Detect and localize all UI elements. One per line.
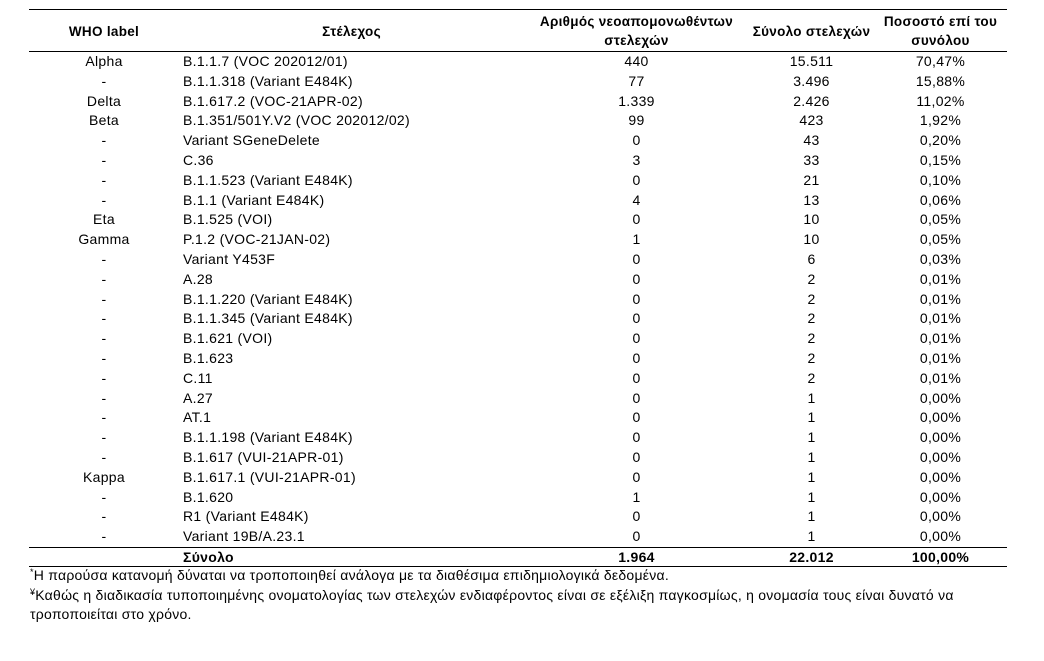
new-isolates-cell: 0 — [632, 330, 641, 347]
new-isolates-cell: 0 — [632, 369, 641, 386]
who-label-cell: - — [101, 508, 107, 525]
total-strains-cell: 1 — [807, 429, 816, 446]
who-label-cell: - — [101, 389, 107, 406]
header-row — [29, 10, 1007, 52]
table-row — [29, 290, 1007, 310]
who-label-cell: - — [101, 310, 107, 327]
total-strains-cell: 6 — [807, 250, 816, 267]
table-row — [29, 210, 1007, 230]
table-body — [29, 52, 1007, 567]
table-row — [29, 171, 1007, 191]
new-isolates-cell: 0 — [632, 211, 641, 228]
strain-cell: C.36 — [183, 151, 214, 168]
total-strains-cell: 3.496 — [793, 72, 830, 89]
percent-cell: 0,10% — [919, 171, 962, 188]
who-label-cell: - — [101, 151, 107, 168]
footnote-text: Καθώς η διαδικασία τυποποιημένης ονοματολογίας των στελεχών ενδιαφέροντος είναι σε εξέλιξη παγκοσμίως, η ονομασία τους είναι δυνατό να τροποποιείται στο χρόνο. — [30, 586, 954, 622]
new-isolates-cell: 0 — [632, 448, 641, 465]
new-isolates-cell: 0 — [632, 290, 641, 307]
table-row — [29, 329, 1007, 349]
table-row — [29, 92, 1007, 112]
new-isolates-cell: 0 — [632, 429, 641, 446]
table-row — [29, 72, 1007, 92]
who-label-cell: Eta — [93, 211, 115, 228]
footnote-mark: ¥ — [30, 586, 36, 597]
percent-cell: 0,01% — [919, 290, 962, 307]
percent-cell: 0,00% — [919, 409, 962, 426]
new-isolates-cell: 0 — [632, 270, 641, 287]
percent-cell: 0,01% — [919, 330, 962, 347]
percent-cell: 0,05% — [919, 231, 962, 248]
percent-cell: 0,05% — [919, 211, 962, 228]
table-row — [29, 507, 1007, 527]
total-strains-cell: 1 — [807, 409, 816, 426]
footnote-mark: * — [30, 567, 34, 577]
strain-cell: B.1.1 (Variant E484K) — [183, 191, 325, 208]
new-isolates-cell: 0 — [632, 250, 641, 267]
total-label: Σύνολο — [179, 547, 524, 566]
total-strains-cell: 2 — [807, 330, 816, 347]
new-isolates-cell: 0 — [632, 132, 641, 149]
total-strains-cell: 2.426 — [793, 92, 830, 109]
new-isolates-cell: 0 — [632, 310, 641, 327]
who-label-cell: Kappa — [83, 468, 125, 485]
new-isolates-cell: 0 — [632, 349, 641, 366]
percent-cell: 0,01% — [919, 349, 962, 366]
total-percent: 100,00% — [874, 547, 1007, 566]
who-label-cell: - — [101, 429, 107, 446]
table-row — [29, 151, 1007, 171]
table-row — [29, 250, 1007, 270]
strain-cell: Variant SGeneDelete — [183, 132, 320, 149]
footnote — [30, 586, 990, 625]
strain-cell: C.11 — [183, 369, 213, 386]
percent-cell: 1,92% — [919, 112, 962, 129]
total-new-isolates: 1.964 — [524, 547, 749, 566]
percent-cell: 0,01% — [919, 310, 962, 327]
strain-cell: B.1.1.220 (Variant E484K) — [183, 290, 353, 307]
who-label-cell: - — [101, 191, 107, 208]
table-row — [29, 309, 1007, 329]
who-label-cell: - — [101, 448, 107, 465]
strain-cell: B.1.1.345 (Variant E484K) — [183, 310, 353, 327]
strain-cell: A.28 — [183, 270, 213, 287]
who-label-cell: - — [101, 349, 107, 366]
table-row — [29, 52, 1007, 72]
who-label-cell: - — [101, 171, 107, 188]
total-row — [29, 547, 1007, 566]
new-isolates-cell: 1 — [632, 488, 641, 505]
percent-cell: 0,00% — [919, 448, 962, 465]
who-label-cell: - — [101, 330, 107, 347]
footnote — [30, 566, 990, 586]
strain-cell: B.1.617.1 (VUI-21APR-01) — [183, 468, 356, 485]
strain-cell: B.1.525 (VOI) — [183, 211, 273, 228]
total-total-strains: 22.012 — [749, 547, 874, 566]
strain-cell: AT.1 — [183, 409, 212, 426]
total-strains-cell: 1 — [807, 448, 816, 465]
new-isolates-cell: 0 — [632, 468, 641, 485]
percent-cell: 0,15% — [919, 151, 962, 168]
percent-cell: 0,20% — [919, 132, 962, 149]
total-strains-cell: 10 — [803, 211, 820, 228]
table-row — [29, 468, 1007, 488]
header-strain: Στέλεχος — [179, 10, 524, 52]
header-total-strains: Σύνολο στελεχών — [749, 10, 874, 52]
percent-cell: 0,00% — [919, 508, 962, 525]
strain-cell: B.1.1.318 (Variant E484K) — [183, 72, 353, 89]
total-strains-cell: 1 — [807, 488, 816, 505]
table-row — [29, 448, 1007, 468]
strain-cell: B.1.1.7 (VOC 202012/01) — [183, 53, 348, 69]
who-label-cell: - — [101, 488, 107, 505]
who-label-cell: - — [101, 72, 107, 89]
new-isolates-cell: 1.339 — [618, 92, 655, 109]
table-row — [29, 111, 1007, 131]
strain-cell: B.1.617.2 (VOC-21APR-02) — [183, 92, 363, 109]
percent-cell: 0,06% — [919, 191, 962, 208]
who-label-cell: - — [101, 250, 107, 267]
new-isolates-cell: 0 — [632, 409, 641, 426]
new-isolates-cell: 0 — [632, 528, 641, 545]
percent-cell: 0,01% — [919, 369, 962, 386]
percent-cell: 0,00% — [919, 528, 962, 545]
total-strains-cell: 43 — [803, 132, 820, 149]
who-label-cell: - — [101, 369, 107, 386]
variant-strains-table — [29, 9, 1007, 567]
who-label-cell: Gamma — [78, 231, 130, 248]
who-label-cell: - — [101, 290, 107, 307]
total-strains-cell: 423 — [799, 112, 824, 129]
table-row — [29, 230, 1007, 250]
total-strains-cell: 13 — [803, 191, 820, 208]
new-isolates-cell: 0 — [632, 389, 641, 406]
who-label-cell: - — [101, 132, 107, 149]
percent-cell: 0,00% — [919, 488, 962, 505]
total-who-cell — [29, 547, 179, 566]
new-isolates-cell: 1 — [632, 231, 641, 248]
total-strains-cell: 33 — [803, 151, 820, 168]
table-row — [29, 131, 1007, 151]
table-row — [29, 488, 1007, 508]
table-row — [29, 270, 1007, 290]
total-strains-cell: 2 — [807, 290, 816, 307]
table-row — [29, 389, 1007, 409]
percent-cell: 0,01% — [919, 270, 962, 287]
strain-cell: B.1.621 (VOI) — [183, 330, 273, 347]
percent-cell: 70,47% — [915, 53, 966, 69]
percent-cell: 15,88% — [915, 72, 966, 89]
new-isolates-cell: 440 — [624, 53, 649, 69]
total-strains-cell: 1 — [807, 528, 816, 545]
strain-cell: B.1.620 — [183, 488, 234, 505]
strain-cell: Variant 19B/A.23.1 — [183, 528, 305, 545]
total-strains-cell: 2 — [807, 310, 816, 327]
header-new-isolates: Αριθμός νεοαπομονωθέντων στελεχών — [524, 10, 749, 52]
strain-cell: B.1.351/501Y.V2 (VOC 202012/02) — [183, 112, 410, 129]
total-strains-cell: 10 — [803, 231, 820, 248]
who-label-cell: Alpha — [85, 53, 123, 69]
header-percent: Ποσοστό επί του συνόλου — [874, 10, 1007, 52]
new-isolates-cell: 3 — [632, 151, 641, 168]
total-strains-cell: 1 — [807, 508, 816, 525]
total-strains-cell: 1 — [807, 389, 816, 406]
strain-cell: B.1.1.523 (Variant E484K) — [183, 171, 353, 188]
total-strains-cell: 15.511 — [789, 53, 834, 69]
percent-cell: 0,00% — [919, 468, 962, 485]
percent-cell: 11,02% — [916, 92, 965, 109]
strain-cell: B.1.623 — [183, 349, 234, 366]
new-isolates-cell: 4 — [632, 191, 641, 208]
footnote-text: Η παρούσα κατανομή δύναται να τροποποιηθεί ανάλογα με τα διαθέσιμα επιδημιολογικά δεδομένα. — [33, 567, 670, 583]
table-row — [29, 191, 1007, 211]
total-strains-cell: 2 — [807, 349, 816, 366]
new-isolates-cell: 0 — [632, 171, 641, 188]
table-row — [29, 527, 1007, 547]
total-strains-cell: 2 — [807, 369, 816, 386]
table-row — [29, 428, 1007, 448]
who-label-cell: - — [101, 270, 107, 287]
strain-cell: B.1.617 (VUI-21APR-01) — [183, 448, 344, 465]
new-isolates-cell: 0 — [632, 508, 641, 525]
strain-cell: R1 (Variant E484K) — [183, 508, 309, 525]
total-strains-cell: 2 — [807, 270, 816, 287]
header-who-label: WHO label — [29, 10, 179, 52]
strain-cell: B.1.1.198 (Variant E484K) — [183, 429, 353, 446]
total-strains-cell: 1 — [807, 468, 816, 485]
table-row — [29, 349, 1007, 369]
footnotes — [30, 566, 990, 625]
total-strains-cell: 21 — [803, 171, 820, 188]
table-row — [29, 369, 1007, 389]
table-header — [29, 10, 1007, 52]
new-isolates-cell: 99 — [628, 112, 645, 129]
percent-cell: 0,00% — [919, 429, 962, 446]
table-row — [29, 408, 1007, 428]
who-label-cell: - — [101, 409, 107, 426]
percent-cell: 0,00% — [919, 389, 962, 406]
who-label-cell: - — [101, 528, 107, 545]
new-isolates-cell: 77 — [628, 72, 645, 89]
percent-cell: 0,03% — [919, 250, 962, 267]
who-label-cell: Beta — [89, 112, 119, 129]
strain-cell: Variant Y453F — [183, 250, 276, 267]
who-label-cell: Delta — [86, 92, 122, 109]
strain-cell: P.1.2 (VOC-21JAN-02) — [183, 231, 331, 248]
strain-cell: A.27 — [183, 389, 213, 406]
